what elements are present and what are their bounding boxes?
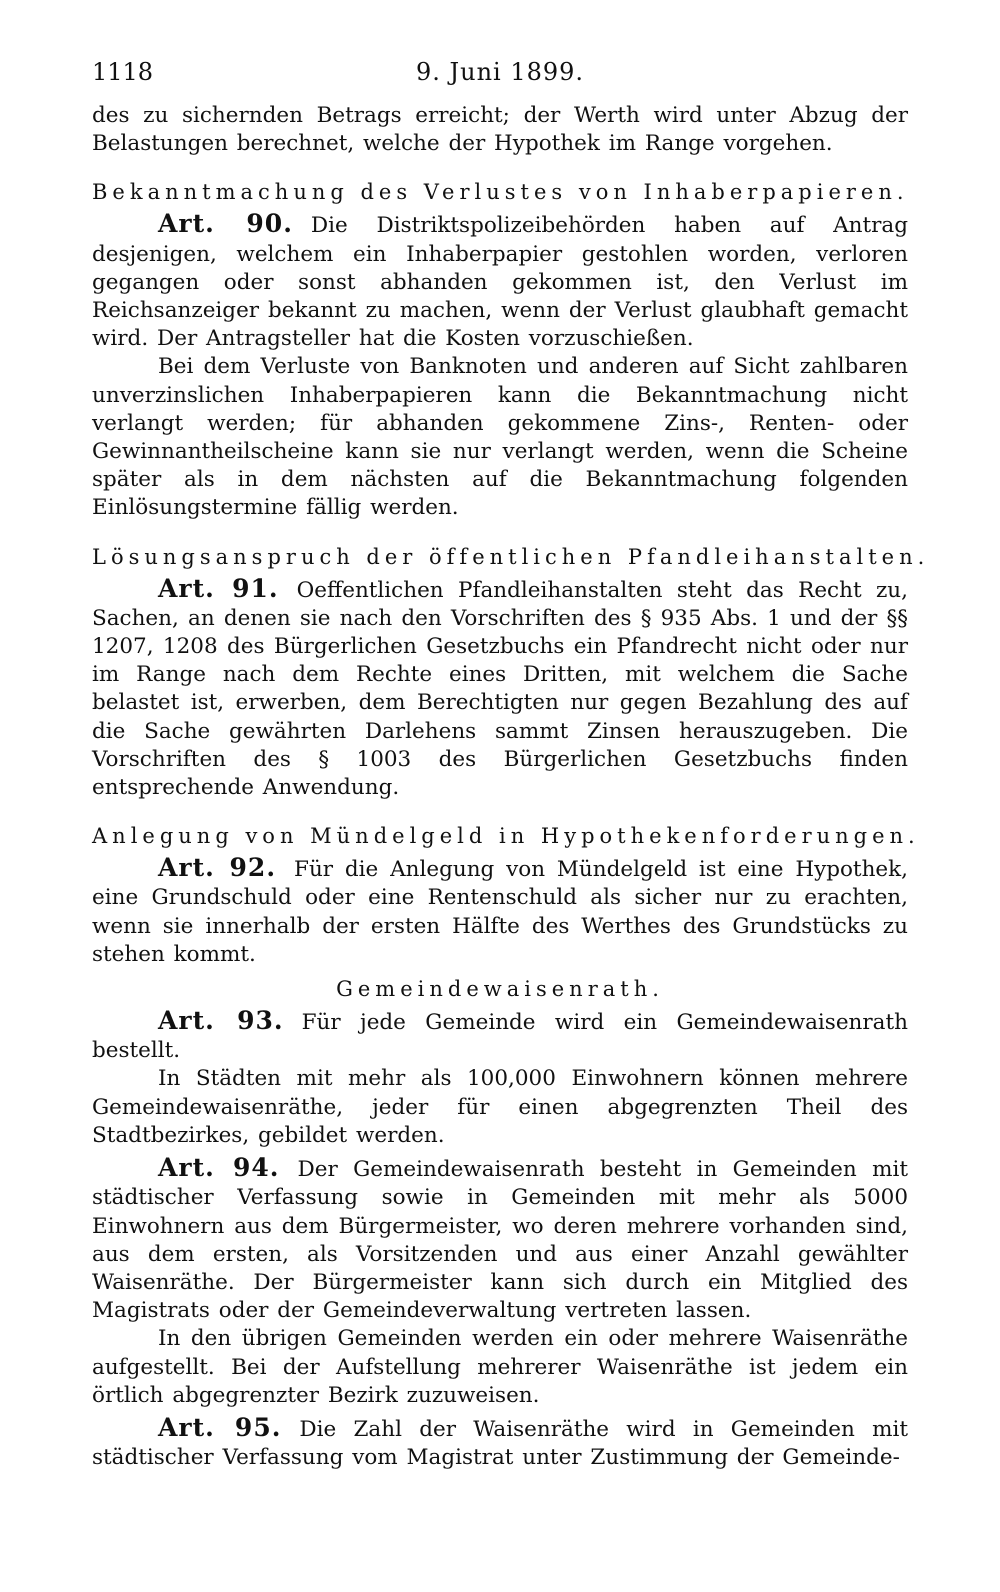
page-number: 1118 [92, 58, 154, 86]
article-text: Für jede Gemeinde wird ein Gemeindewaisenrath bestellt. [92, 1010, 908, 1064]
article-text: Der Gemeindewaisenrath besteht in Gemeinden mit städtischer Verfassung sowie in Gemeinden mit mehr als 5000 Einwohnern aus dem Bürgermeister, wo deren mehrere vorhanden sind, aus dem ersten, als Vorsitzenden und aus einer Anzahl gewählter Waisenräthe. Der Bürgermeister kann sich durch ein Mitglied des Magistrats oder der Gemeindeverwaltung vertreten lassen. [92, 1157, 908, 1324]
article-label: Art. 94. [158, 1153, 280, 1183]
article-paragraph [92, 1007, 908, 1065]
article-label: Art. 93. [158, 1006, 284, 1036]
article-text: Oeffentlichen Pfandleihanstalten steht das Recht zu, Sachen, an denen sie nach den Vorschriften des § 935 Abs. 1 und der §§ 1207, 1208 des Bürgerlichen Gesetzbuchs ein Pfandrecht nicht oder nur im Range nach dem Rechte eines Dritten, mit welchem die Sache belastet ist, erwerben, dem Berechtigten nur gegen Bezahlung des auf die Sache gewährten Darlehens sammt Zinsen herauszugeben. Die Vorschriften des § 1003 des Bürgerlichen Gesetzbuchs finden entsprechende Anwendung. [92, 577, 908, 801]
article-paragraph [92, 575, 908, 803]
article-paragraph [92, 210, 908, 353]
section-heading: Lösungsanspruch der öffentlichen Pfandleihanstalten. [92, 544, 930, 569]
article-label: Art. 95. [158, 1412, 282, 1442]
article-paragraph [92, 1414, 908, 1472]
page-header [92, 58, 908, 102]
article-label: Art. 91. [158, 573, 279, 603]
intro-paragraph: des zu sichernden Betrags erreicht; der Werth wird unter Abzug der Belastungen berechnet, welche der Hypothek im Range vorgehen. [92, 103, 908, 157]
page-date: 9. Juni 1899. [415, 58, 585, 86]
section-heading: Gemeindewaisenrath. [336, 977, 664, 1002]
article-paragraph: Bei dem Verluste von Banknoten und anderen auf Sicht zahlbaren unverzinslichen Inhaberpapieren kann die Bekanntmachung nicht verlangt werden; für abhanden gekommene Zins-, Renten- oder Gewinnantheilscheine kann sie nur verlangt werden, wenn die Scheine später als in dem nächsten auf die Bekanntmachung folgenden Einlösungstermine fällig werden. [92, 354, 908, 521]
article-text: Für die Anlegung von Mündelgeld ist eine Hypothek, eine Grundschuld oder eine Rentenschuld als sicher nur zu erachten, wenn sie innerhalb der ersten Hälfte des Werthes des Grundstücks zu stehen kommt. [92, 857, 908, 967]
article-text: Die Distriktspolizeibehörden haben auf Antrag desjenigen, welchem ein Inhaberpapier gestohlen worden, verloren gegangen oder sonst abhanden gekommen ist, den Verlust im Reichsanzeiger bekannt zu machen, wenn der Verlust glaubhaft gemacht wird. Der Antragsteller hat die Kosten vorzuschießen. [92, 213, 908, 352]
article-label: Art. 90. [158, 209, 293, 239]
article-paragraph: In Städten mit mehr als 100,000 Einwohnern können mehrere Gemeindewaisenräthe, jeder für einen abgegrenzten Theil des Stadtbezirkes, gebildet werden. [92, 1066, 908, 1148]
article-paragraph: In den übrigen Gemeinden werden ein oder mehrere Waisenräthe aufgestellt. Bei der Aufstellung mehrerer Waisenräthe ist jedem ein örtlich abgegrenzter Bezirk zuzuweisen. [92, 1326, 908, 1408]
section-heading: Anlegung von Mündelgeld in Hypothekenforderungen. [92, 824, 920, 849]
article-text: Die Zahl der Waisenräthe wird in Gemeinden mit städtischer Verfassung vom Magistrat unter Zustimmung der Gemeinde- [92, 1416, 908, 1471]
section-heading: Bekanntmachung des Verlustes von Inhaberpapieren. [92, 180, 909, 205]
article-paragraph [92, 854, 908, 969]
article-label: Art. 92. [158, 853, 277, 883]
article-paragraph [92, 1154, 908, 1325]
